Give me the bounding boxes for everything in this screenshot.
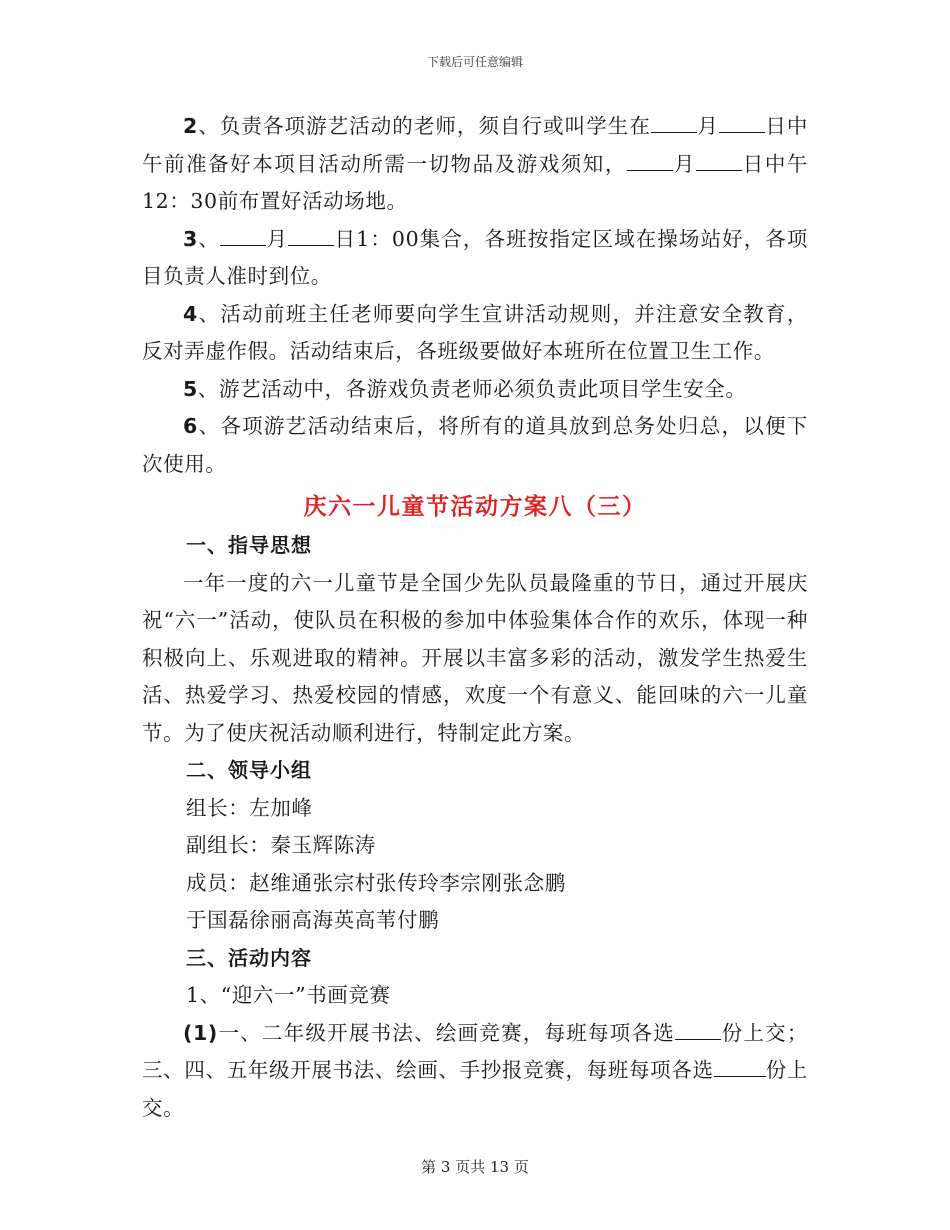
members-continued: 于国磊徐丽高海英高苇付鹏 xyxy=(186,908,440,932)
page-footer: 第 3 页共 13 页 xyxy=(421,1158,529,1176)
fill-blank xyxy=(719,110,765,133)
item-3: 3、 月 日1：00集合，各班按指定区域在操场站好，各项目负责人准时到位。 xyxy=(142,221,808,296)
fill-blank xyxy=(696,148,742,171)
activity-item-1: 1、“迎六一”书画竞赛 xyxy=(186,983,391,1007)
page-header: 下载后可任意编辑 xyxy=(426,55,523,69)
fill-blank xyxy=(714,1054,766,1077)
fill-blank xyxy=(675,1017,721,1040)
item-6: 6、各项游艺活动结束后，将所有的道具放到总务处归总，以便下次使用。 xyxy=(142,414,808,476)
heading-guiding-ideology: 一、指导思想 xyxy=(186,533,312,557)
group-leader: 组长：左加峰 xyxy=(186,795,313,820)
heading-leadership-group: 二、领导小组 xyxy=(186,758,312,782)
members: 成员：赵维通张宗村张传玲李宗刚张念鹏 xyxy=(186,870,566,895)
item-2: 2、负责各项游艺活动的老师，须自行或叫学生在 月 日中午前准备好本项目活动所需一切物品及游戏须知， 月 日中午12：30前布置好活动场地。 xyxy=(142,108,808,221)
item-4: 4、活动前班主任老师要向学生宣讲活动规则，并注意安全教育，反对弄虚作假。活动结束后，各班级要做好本班所在位置卫生工作。 xyxy=(142,301,808,363)
document-body xyxy=(142,108,808,1127)
fill-blank xyxy=(627,148,673,171)
section-title: 庆六一儿童节活动方案八（三） xyxy=(303,494,647,520)
guiding-ideology-body: 一年一度的六一儿童节是全国少先队员最隆重的节日，通过开展庆祝“六一”活动，使队员在积极的参加中体验集体合作的欢乐，体现一种积极向上、乐观进取的精神。开展以丰富多彩的活动，激发学生热爱生活、热爱学习、热爱校园的情感，欢度一个有意义、能回味的六一儿童节。为了使庆祝活动顺利进行，特制定此方案。 xyxy=(142,570,808,745)
activity-sub-item-1: (1)一、二年级开展书法、绘画竞赛，每班每项各选 份上交；三、四、五年级开展书法、绘画、手抄报竞赛，每班每项各选 份上交。 xyxy=(142,1015,808,1128)
fill-blank xyxy=(651,110,697,133)
item-5: 5、游艺活动中，各游戏负责老师必须负责此项目学生安全。 xyxy=(183,376,747,401)
fill-blank xyxy=(220,223,266,246)
vice-leader: 副组长：秦玉辉陈涛 xyxy=(186,833,376,857)
fill-blank xyxy=(288,223,334,246)
heading-activity-content: 三、活动内容 xyxy=(186,945,312,970)
